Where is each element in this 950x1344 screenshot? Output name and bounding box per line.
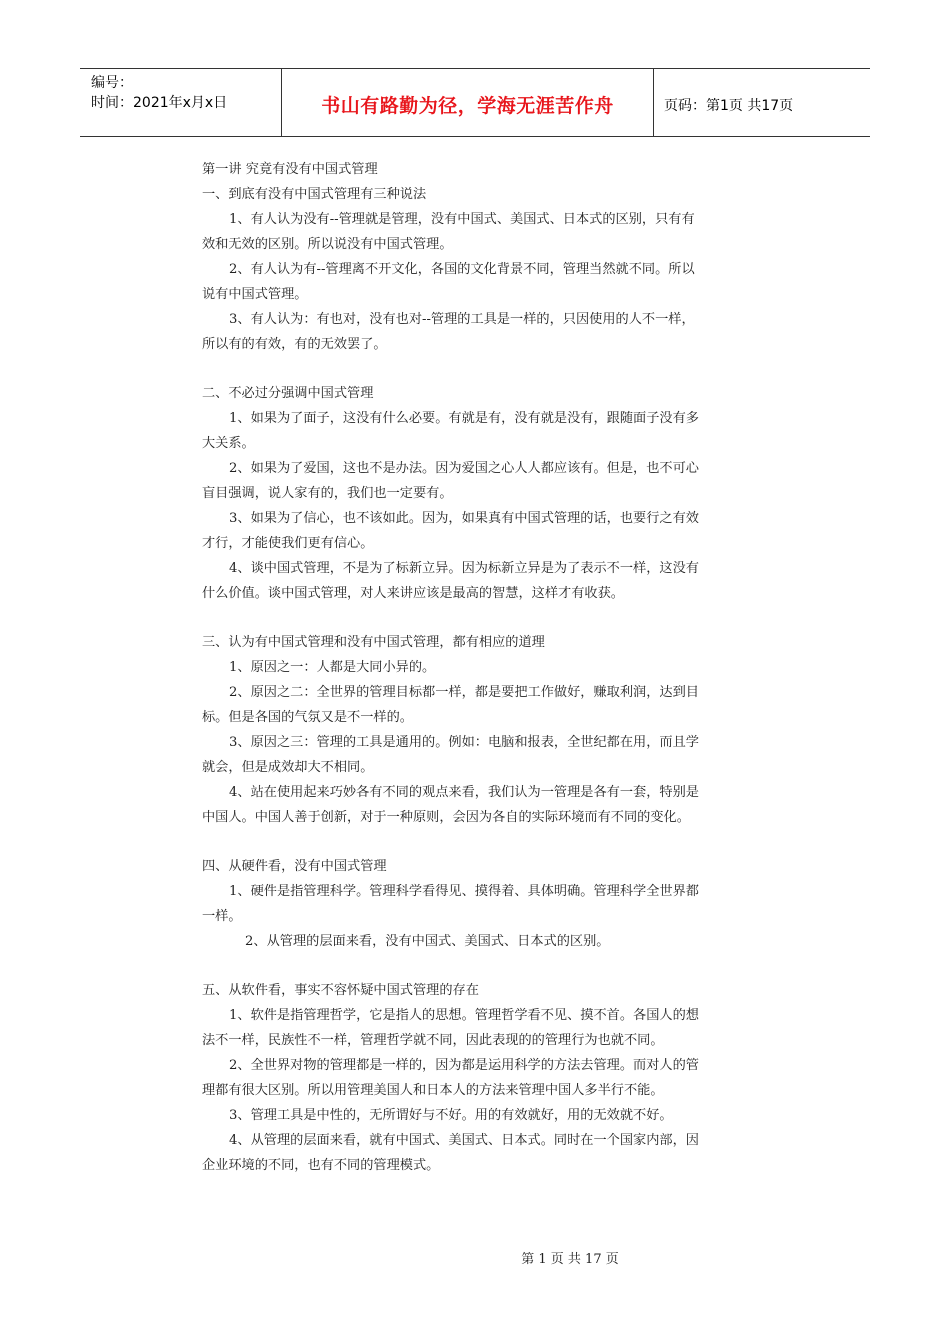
document-header [80,68,870,137]
paragraph-line: 3、有人认为：有也对，没有也对--管理的工具是一样的，只因使用的人不一样， [229,312,695,327]
section-gap [202,606,747,630]
paragraph-line: 2、有人认为有--管理离不开文化，各国的文化背景不同，管理当然就不同。所以 [229,262,695,277]
document-body [202,157,747,1178]
time-label: 时间：2021年x月x日 [91,95,228,111]
paragraph-line: 什么价值。谈中国式管理，对人来讲应该是最高的智慧，这样才有收获。 [202,586,624,601]
lecture-title: 第一讲 究竟有没有中国式管理 [202,162,378,177]
header-motto-cell [282,69,654,136]
paragraph-line: 企业环境的不同，也有不同的管理模式。 [202,1158,440,1173]
paragraph-line: 大关系。 [202,436,255,451]
paragraph-line: 说有中国式管理。 [202,287,308,302]
header-page-code [654,71,870,138]
section-heading: 一、到底有没有中国式管理有三种说法 [202,187,427,202]
header-meta [80,69,282,136]
paragraph-line: 盲目强调，说人家有的，我们也一定要有。 [202,486,453,501]
paragraph-line: 标。但是各国的气氛又是不一样的。 [202,710,413,725]
paragraph-line: 法不一样，民族性不一样，管理哲学就不同，因此表现的的管理行为也就不同。 [202,1033,664,1048]
paragraph-line: 一样。 [202,909,242,924]
paragraph-line: 2、如果为了爱国，这也不是办法。因为爱国之心人人都应该有。但是，也不可心 [229,461,699,476]
section-gap [202,954,747,978]
motto: 书山有路勤为径，学海无涯苦作舟 [321,95,614,117]
paragraph-line: 2、原因之二：全世界的管理目标都一样，都是要把工作做好，赚取利润，达到目 [229,685,699,700]
paragraph-line: 4、谈中国式管理，不是为了标新立异。因为标新立异是为了表示不一样，这没有 [229,561,699,576]
paragraph-line: 就会，但是成效却大不相同。 [202,760,374,775]
paragraph-line: 3、如果为了信心，也不该如此。因为，如果真有中国式管理的话，也要行之有效 [229,511,699,526]
section-gap [202,830,747,854]
paragraph-line: 2、全世界对物的管理都是一样的，因为都是运用科学的方法去管理。而对人的管 [229,1058,699,1073]
paragraph-line: 1、如果为了面子，这没有什么必要。有就是有，没有就是没有，跟随面子没有多 [229,411,699,426]
paragraph-line: 所以有的有效，有的无效罢了。 [202,337,387,352]
paragraph-line: 1、有人认为没有--管理就是管理，没有中国式、美国式、日本式的区别，只有有 [229,212,695,227]
paragraph-line: 2、从管理的层面来看，没有中国式、美国式、日本式的区别。 [245,934,610,949]
paragraph-line: 中国人。中国人善于创新，对于一种原则，会因为各自的实际环境而有不同的变化。 [202,810,690,825]
paragraph-line: 才行，才能使我们更有信心。 [202,536,374,551]
section-heading: 四、从硬件看，没有中国式管理 [202,859,387,874]
paragraph-line: 1、软件是指管理哲学，它是指人的思想。管理哲学看不见、摸不首。各国人的想 [229,1008,699,1023]
page-code-label: 页码：第1页 共17页 [664,97,794,114]
number-label: 编号： [91,75,133,91]
section-gap [202,357,747,381]
paragraph-line: 4、站在使用起来巧妙各有不同的观点来看，我们认为一管理是各有一套，特别是 [229,785,699,800]
paragraph-line: 4、从管理的层面来看，就有中国式、美国式、日本式。同时在一个国家内部，因 [229,1133,699,1148]
paragraph-line: 理都有很大区别。所以用管理美国人和日本人的方法来管理中国人多半行不能。 [202,1083,664,1098]
paragraph-line: 3、原因之三：管理的工具是通用的。例如：电脑和报表，全世纪都在用，而且学 [229,735,699,750]
paragraph-line: 1、硬件是指管理科学。管理科学看得见、摸得着、具体明确。管理科学全世界都 [229,884,699,899]
page-footer: 第 1 页 共 17 页 [521,1252,619,1267]
section-heading: 二、不必过分强调中国式管理 [202,386,374,401]
paragraph-line: 1、原因之一：人都是大同小异的。 [229,660,436,675]
paragraph-line: 效和无效的区别。所以说没有中国式管理。 [202,237,453,252]
section-heading: 五、从软件看，事实不容怀疑中国式管理的存在 [202,983,479,998]
section-heading: 三、认为有中国式管理和没有中国式管理，都有相应的道理 [202,635,545,650]
paragraph-line: 3、管理工具是中性的，无所谓好与不好。用的有效就好，用的无效就不好。 [229,1108,673,1123]
